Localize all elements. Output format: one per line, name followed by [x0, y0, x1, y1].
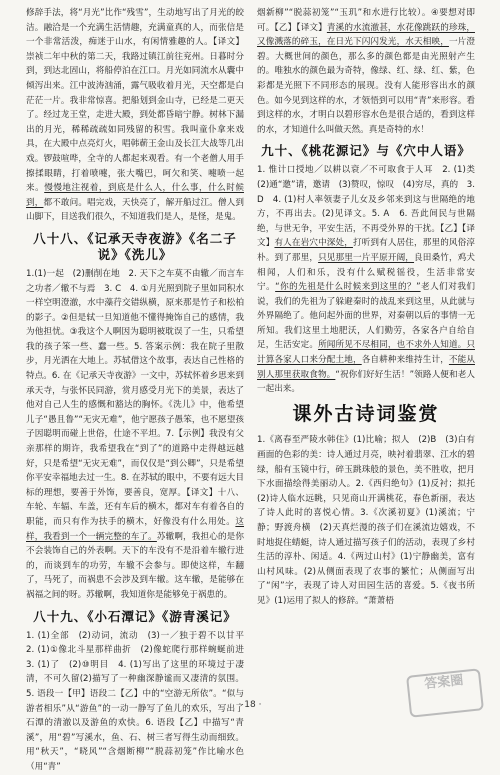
answer-paragraph	[26, 6, 244, 225]
text-run: 4.《两过山村》(1)宁静幽美，富有山村风味。(2)从侧面表现了农事的繁忙；从侧面写出了“闲”字，表现了诗人对田园生活的喜爱。	[257, 552, 475, 592]
stamp-label: 答案圈	[423, 673, 465, 693]
section-heading: 八十九、《小石潭记》《游青溪记》	[33, 608, 237, 624]
underlined-text: 青溪的水流澈甚，水花像跳跃的珍珠，又像溅落的碎玉，在日光下闪闪发光，水天相映，	[257, 22, 475, 48]
underlined-text: 慢慢地注视着，到底是什么人，什么事，什么时候到，	[26, 183, 244, 208]
text-run: 3.《次溪初夏》(1)溪流；宁静；野渡舟横 (2)天真烂漫的孩子们在溪流边嬉戏，不时地捉住蜻蜓，诗人通过描写孩子们的活动，表现了乡村生活的淳朴、闲适。	[257, 508, 475, 563]
page-number: · 18 ·	[238, 700, 262, 710]
underlined-text: 不能从别人那里获取食物。	[257, 355, 475, 380]
text-run: 1.《离春至严陵水韩住》(1)比喻；拟人 (2)B (3)白有画面的色彩的美：诗人通过月亮，映衬着翡翠、江水的碧绿，船有玉镜中行，碎玉跳珠般的景色，美不胜收，把月下水面描绘得美丽动人。	[257, 435, 475, 490]
text-run: 2.《西归绝句》(1)反衬；拟托 (2)诗人临水远眺，只见商山开满桃花，春色新丽，表达了诗人此时的喜悦心情。	[257, 479, 484, 519]
text-run: 苏辙啊，我担心的是你不会装饰自己的外表啊。天下的车没有不是沿着车辙行进的，而谈到车的功劳，车辙不会参与。即使这样，车翻了，马死了，而祸患不会涉及到车辙。这车辙，是能够在祸福之间的呀。苏辙啊，我知道你是能够免于祸患的。	[26, 531, 244, 600]
text-run: 1. (1)全部 (2)动词，流动 (3)一／独于碧不以甘平 2. (1)①像北斗星那样曲折 (2)像蛇爬行那样蜿蜒前进 3. (1)了 (2)⑩明目 4. (1)写出了这里的环境过于凄清，不可久留(2)描写了一种幽深静谧而又凄清的氛围。5. 语段一【甲】语段二【乙】中的“空游无所依”。“似与游者相乐”从“游鱼”的一动一静写了鱼儿的欢乐，写出了石潭的清澈以及游鱼的欢快。6. 语段【乙】中描写“青溪”，用“碧”写溪水，鱼、石、树三者写得生动而细致。用“秋天”，“晓风”“含烟断柳”“脱蒜初笼”作比喻水色（用“青”	[26, 630, 253, 772]
text-run: 各自耕种来维持生计，	[361, 355, 449, 366]
underlined-text: 只见那里一片平原开阔，	[318, 252, 415, 263]
stamp-watermark	[406, 668, 484, 718]
answer-paragraph	[257, 6, 475, 137]
chapter-title: 课外古诗词鉴赏	[292, 402, 440, 425]
underlined-text: 有人在岩穴中深处，	[274, 238, 353, 249]
text-run: 《洗儿》中，他希望儿子“愚且鲁”“无灾无难”，他宁愿孩子愚笨，也不愿望孩子因聪明而碰上世俗，仕途不平坦。7.【示例】我没有父亲那样的期许，我希望我在“到了”的道路中走得越远越好，只是希望“无灾无难”，而仅仅是“到公卿”，只是希望你平安幸福地去过一生。8. 在苏轼的眼中，不要有远大目标的理想，要善于外饰，要善良，宽厚。【译文】十八、车轮、车辐、车盖，还有车后的横木，都对车有着各自的职能，而只有作为扶手的横木，好像没有什么用处。	[26, 400, 244, 527]
text-run: 【乙】【译文】	[257, 223, 475, 249]
answer-paragraph	[257, 163, 484, 397]
answer-paragraph	[257, 433, 484, 608]
text-run: 1.(1)一起 (2)删削在地 2. 天下之车莫不由辙／而言车之功者／辙不与焉 3. C 4. ①月光照到院子里如同积水一样空明澄澈，水中藻荇交错纵横，原来那是竹子和松柏的影子。②但是轼一旦知道他不懂得掩饰自己的感情，我为他担忧。③我这个人啊因为聪明被耽误了一生，只希望我的孩子笨一些、蠢一些。5. 答案示例：我在院子里散步，月光洒在大地上。苏轼借这个故事，表达自己性格的特点。6. 在《记承天寺夜游》一文中，苏轼怀着乡思来到承天寺，与张怀民同游，赏月感受月光下的美景，表达了他对自己人生的感慨和豁达的胸怀。	[26, 268, 244, 411]
text-run: 修辞手法，将“月光”比作“残雪”，生动地写出了月光的皎洁。融洽是一个充满生活情趣，充满童真的人，而张信是一个非常活泼，痴迷于山水，有闲情雅趣的人。	[26, 8, 244, 48]
text-run: 【译文】崇祯二年中秋的第二天，我路过镇江前往兖州。日暮时分到，到达北固山，将船停泊在江口。月光如同流水从囊中倾泻出来。江中波涛汹涌，露气吸收着月光，天空都是白茫茫一片。我非常惊喜。把船划到金山寺，已经是二更天了。经过龙王堂，走进大殿，到处都昏暗宁静。树林下漏出的月光，稀稀疏疏如同残留的积雪。我叫童仆拿来戏具，在大殿中点亮灯火，唱韩蕲王金山及长江大战等几出戏。锣鼓喧哗，全寺的人都起来观看。有一个老僧人用手擦揉眼睛，打着喷嚏，张大嘴巴，呵欠和笑、嚏喷一起来。	[26, 37, 244, 194]
section-heading: 九十、《桃花源记》与《穴中人语》	[261, 143, 471, 159]
section-heading: 八十八、《记承天寺夜游》《名二子说》《洗儿》	[33, 230, 237, 262]
text-run: 一片澄碧。大概世间的颜色，那么多的颜色都是由光照射产生的。唯独水的颜色最为奇特，像绿、红、绿、红、紫，色彩都是光照下不同形态的展现。没有人能形容出水的颜色。如今见到这样的水，才领悟到可以用“青”来形容。看到这样的水，才明白以碧形容水色是很合适的，看到这样的水，才知道什么叫做天然。真是奇特的水！	[257, 37, 475, 135]
text-run: 5.《夜书所见》(1)运用了拟人的修辞。“萧萧梧	[257, 581, 475, 606]
text-run: 烟新柳”“脱蒜初笼”“玉玑”和水进行比较）。④要想对即可。【乙】【译文】	[257, 8, 475, 33]
underlined-text: 所闻所见不尽相同，也不求外人知道。只计算各家人口来分配土地，	[257, 340, 475, 366]
answer-paragraph	[26, 267, 244, 603]
underlined-text: 这样，我看到一个一辆完整的车了。	[26, 517, 244, 542]
right-column	[257, 6, 484, 609]
text-run: “祝你们好好生活！”领路人便和老人一起出来。	[257, 369, 475, 395]
text-run: 都不敢问。唱完戏，天快亮了，解开船过江。僧人到山脚下，目送我们很久，不知道我们是人，是怪，是鬼。	[26, 197, 244, 223]
text-run: 良田桑竹，鸡犬相闻，人们和乐，没有什么赋税徭役，生活非常安宁。	[257, 252, 475, 293]
text-run: 老人们对我们说，我们的先祖为了躲避秦时的战乱来到这里，从此就与外界隔绝了。他问起外面的世界，对秦朝以后的事情一无所知。我们这里土地肥沃，人们勤劳，各家各户自给自足，生活安定。	[257, 282, 475, 351]
text-run: 打听到有人居住，那里的风俗淳朴。到了那里，	[257, 238, 475, 263]
underlined-text: “你的先祖是什么时候来到这里的？”	[275, 282, 421, 293]
text-run: 1. 惟计口授地／以耕以衰／不可取食于人耳 2. (1)类 (2)通“邀”请，邀请 (3)赞叹，惊叹 (4)穷尽，真的 3. D 4. (1)村人率领妻子儿女及乡邻来到这与世隔绝的地方，不再出去。(2)见译文。5. A 6. 吾此间民与世隔绝，与世无争，平安生活，不再受外界的干扰。	[257, 165, 484, 234]
